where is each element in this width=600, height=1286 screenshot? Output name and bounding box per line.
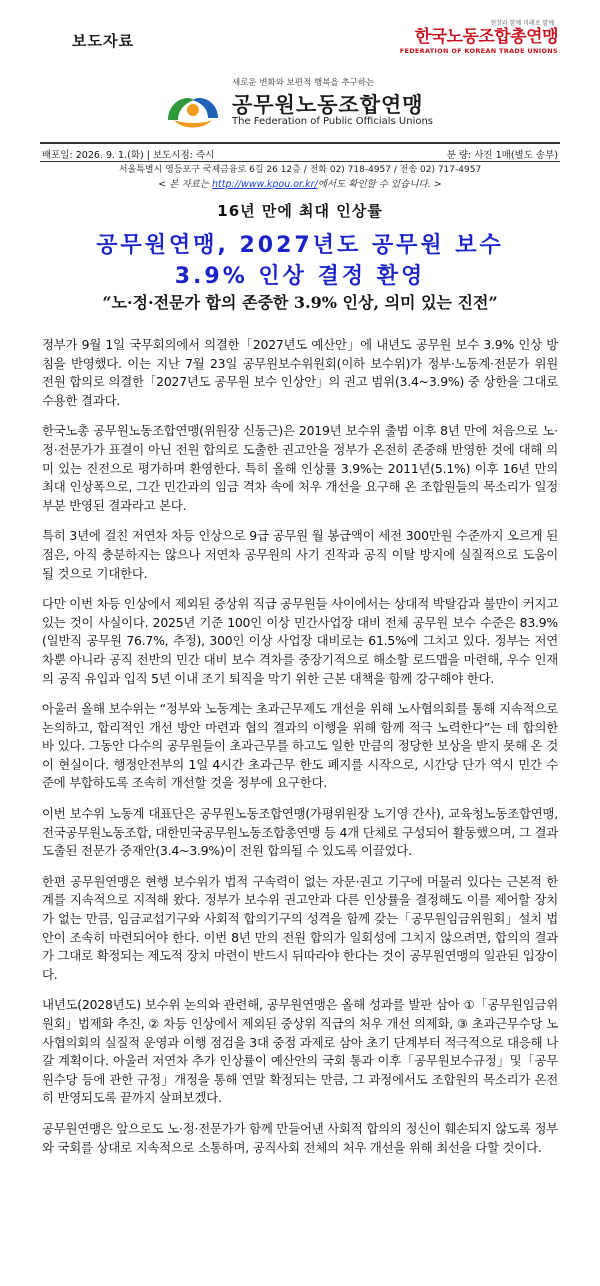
press-release-label: 보도자료 [72, 32, 134, 50]
article-subhead: 16년 만에 최대 인상률 [217, 202, 383, 220]
ktu-logo [378, 18, 558, 60]
website-notice-suffix: 에서도 확인할 수 있습니다. > [317, 179, 442, 190]
release-info-row [40, 144, 560, 162]
paragraph: 내년도(2028년도) 보수위 논의와 관련해, 공무원연맹은 올해 성과를 발판 삼아 ①「공무원임금위원회」법제화 추진, ② 차등 인상에서 제외된 중상위 직급의 처우 개선 의제화, ③ 초과근무수당 노사협의회의 실질적 운영과 이행 점검을 3대 중점 과제로 삼아 초기 단계부터 적극적으로 대응해 나갈 계획이다. 아울러 저연차 추가 인상률이 예산안의 국회 통과 이후「공무원보수규정」및「공무원수당 등에 관한 규정」개정을 통해 연말 확정되는 만큼, 그 과정에서도 조합원의 목소리가 온전히 반영되도록 끝까지 살펴보겠다. [42, 997, 558, 1106]
ktu-tagline: 현장과 함께 미래로 함께 [490, 20, 554, 27]
paragraph: 정부가 9월 1일 국무회의에서 의결한「2027년도 예산안」에 내년도 공무원 보수 3.9% 인상 방침을 반영했다. 이는 지난 7월 23일 공무원보수위원회(이하 보수위)가 정부·노동계·전문가 위원 전원 합의로 의결한「2027년도 공무원 보수 인상안」의 권고 범위(3.4~3.9%) 중 상한을 그대로 수용한 결과다. [42, 337, 558, 408]
paragraph: 한국노총 공무원노동조합연맹(위원장 신동근)은 2019년 보수위 출범 이후 8년 만에 처음으로 노·정·전문가가 표결이 아닌 전원 합의로 도출한 권고안을 정부가 온전히 존중해 반영한 것에 대해 의미 있는 진전으로 평가하며 환영한다. 특히 올해 인상률 3.9%는 2011년(5.1%) 이후 16년 만의 최대 인상폭으로, 그간 민간과의 임금 격차 속에 처우 개선을 요구해 온 조합원들의 목소리가 일정 부분 반영된 결과라고 본다. [42, 423, 558, 513]
union-emblem-icon [164, 90, 222, 130]
org-tagline: 새로운 변화와 보편적 행복을 추구하는 [232, 78, 375, 88]
paragraph: 이번 보수위 노동계 대표단은 공무원노동조합연맹(가평위원장 노기영 간사), 교육청노동조합연맹, 전국공무원노동조합, 대한민국공무원노동조합총연맹 등 4개 단체로 구성되어 활동했으며, 그 결과 도출된 전문가 중재안(3.4~3.9%)이 전원 합의될 수 있도록 이끌었다. [42, 806, 558, 859]
website-notice-prefix: < 본 자료는 [158, 179, 213, 190]
headline-quote: “노·정·전문가 합의 존중한 3.9% 인상, 의미 있는 진전” [102, 293, 498, 312]
ktu-name: 한국노동조합총연맹 [414, 27, 558, 47]
website-link[interactable]: http://www.kpou.or.kr/ [212, 179, 318, 190]
paragraph: 한편 공무원연맹은 현행 보수위가 법적 구속력이 없는 자문·권고 기구에 머물러 있다는 근본적 한계를 지속적으로 지적해 왔다. 정부가 보수위 권고안과 다른 인상률을 결정해도 이를 제어할 장치가 없는 만큼, 임금교섭기구와 사회적 합의기구의 성격을 함께 갖는「공무원임금위원회」설치 법안이 조속히 마련되어야 한다. 이번 8년 만의 전원 합의가 일회성에 그치지 않으려면, 합의의 결과가 그대로 확정되는 제도적 장치 마련이 반드시 뒤따라야 한다는 것이 공무원연맹의 일관된 입장이다. [42, 873, 558, 982]
org-name: 공무원노동조합연맹 [232, 93, 424, 117]
paragraph: 아울러 올해 보수위는 “정부와 노동계는 초과근무제도 개선을 위해 노사협의회를 통해 지속적으로 논의하고, 합리적인 개선 방안 마련과 협의 결과의 이행을 위해 함께 적극 노력한다”는 데 합의한 바 있다. 그동안 다수의 공무원들이 초과근무를 하고도 일한 만큼의 정당한 보상을 받지 못해 온 것이 현실이다. 행정안전부의 1일 4시간 초과근무 한도 폐지를 시작으로, 시간당 단가 역시 민간 수준에 부합하도록 조속히 개선할 것을 정부에 요구한다. [42, 701, 558, 791]
release-date: 배포일: 2026. 9. 1.(화) | 보도시점: 즉시 [42, 150, 215, 161]
headline-line-2: 3.9% 인상 결정 환영 [174, 264, 426, 289]
org-logo-block [160, 76, 460, 138]
headline-line-1: 공무원연맹, 2027년도 공무원 보수 [96, 233, 504, 258]
ktu-name-en: FEDERATION OF KOREAN TRADE UNIONS [399, 47, 558, 55]
paragraph: 다만 이번 차등 인상에서 제외된 중상위 직급 공무원들 사이에서는 상대적 박탈감과 불만이 커지고 있는 것이 사실이다. 2025년 기준 100인 이상 민간사업장 대비 전체 공무원 보수 수준은 83.9%(일반직 공무원 76.7%, 추정), 300인 이상 사업장 대비로는 61.5%에 그치고 있다. 정부는 저연차뿐 아니라 공직 전반의 민간 대비 보수 격차를 중장기적으로 해소할 로드맵을 마련해, 우수 인재의 공직 유입과 입직 5년 이내 조기 퇴직을 막기 위한 근본 대책을 함께 강구해야 한다. [42, 596, 558, 686]
website-notice [40, 176, 560, 190]
paragraph: 공무원연맹은 앞으로도 노·정·전문가가 함께 만들어낸 사회적 합의의 정신이 훼손되지 않도록 정부와 국회를 상대로 지속적으로 소통하며, 공직사회 전체의 처우 개선을 위해 최선을 다할 것이다. [42, 1120, 558, 1155]
release-volume: 분 량: 사진 1매(별도 송부) [446, 150, 558, 161]
org-name-en: The Federation of Public Officials Unions [232, 116, 434, 127]
contact-address: 서울특별시 영등포구 국제금융로 6길 26 12층 / 전화 02) 718-4957 / 전송 02) 717-4957 [118, 165, 482, 175]
letterhead [0, 0, 600, 62]
article-body [42, 336, 558, 1169]
paragraph: 특히 3년에 걸친 저연차 차등 인상으로 9급 공무원 월 봉급액이 세전 300만원 수준까지 오르게 된 점은, 아직 충분하지는 않으나 저연차 공무원의 사기 진작과 공직 이탈 방지에 실질적으로 도움이 될 것으로 기대한다. [42, 528, 558, 581]
